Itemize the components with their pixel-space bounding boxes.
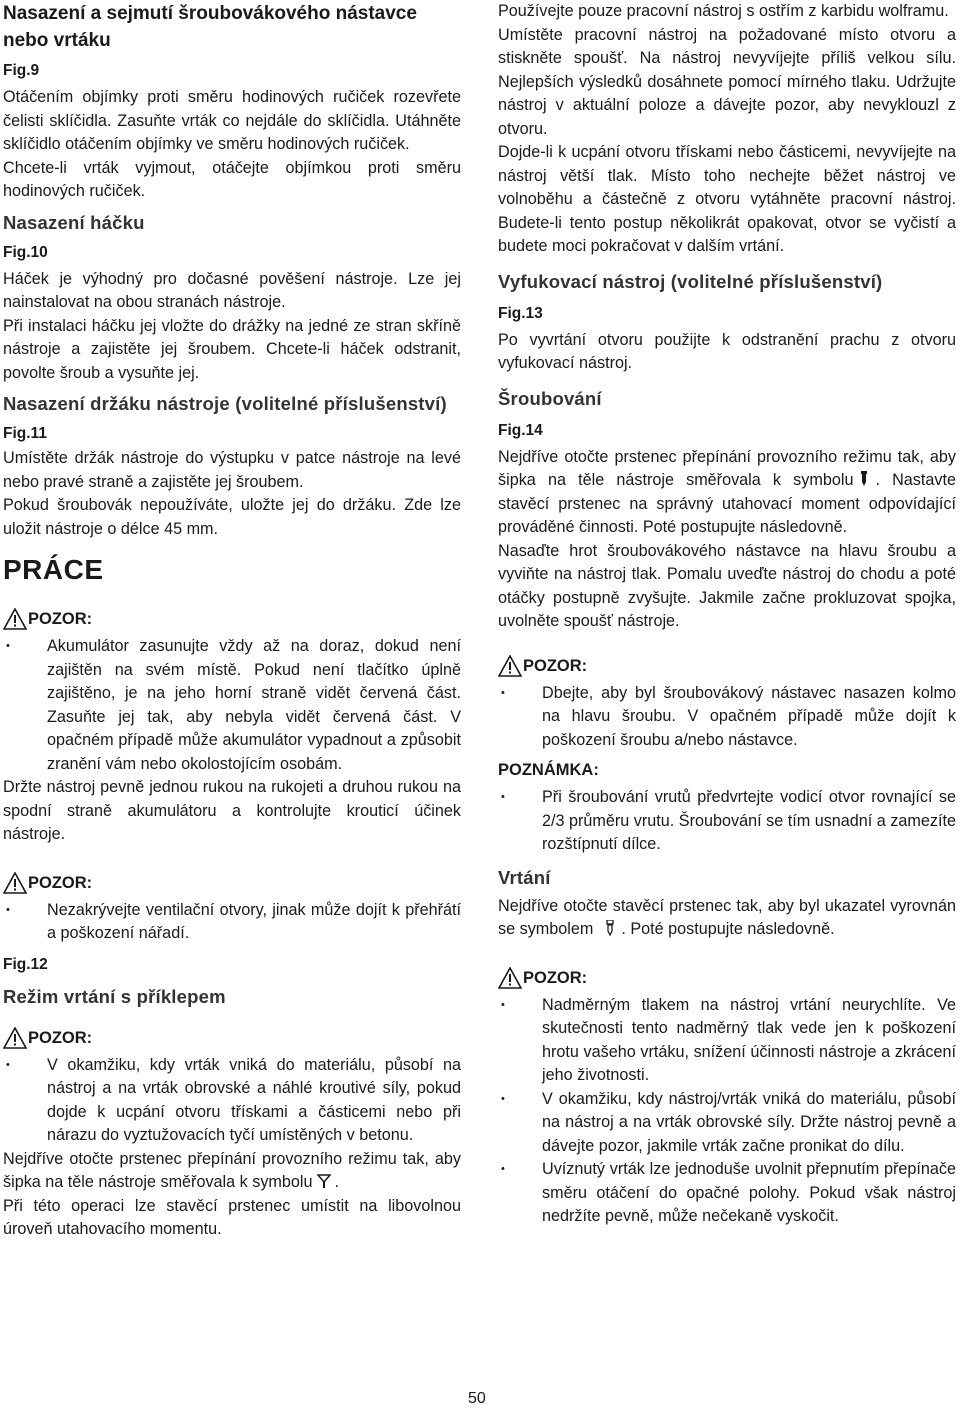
list-item: • Při šroubování vrutů předvrtejte vodicí otvor rovnající se 2/3 průměru vrutu. Šroubování se tím usnadní a zamezíte rozštípnutí dílce. [498, 786, 956, 857]
list-item: • V okamžiku, kdy nástroj/vrták vniká do materiálu, působí na nástroj a na vrták obrovské síly. Držte nástroj pevně a dávejte pozor, jakmile vrták začne pronikat do dílu. [498, 1088, 956, 1159]
warning-triangle-icon [498, 655, 522, 677]
caution-list-4 [498, 682, 956, 753]
warning-triangle-icon [498, 967, 522, 989]
warning-triangle-icon [3, 608, 27, 630]
right-column [498, 0, 956, 1229]
paragraph-drilling: Nejdříve otočte stavěcí prstenec tak, aby byl ukazatel vyrovnán se symbolem . Poté postupujte následovně. [498, 896, 956, 938]
list-item: • Nadměrným tlakem na nástroj vrtání neurychlíte. Ve skutečnosti tento nadměrný tlak vede jen k poškození hrotu vašeho vrtáku, snížení účinnosti nástroje a zkrácení jeho životnosti. [498, 994, 956, 1088]
screw-symbol-icon [857, 471, 871, 487]
page-number: 50 [468, 1390, 486, 1407]
fig-label-9: Fig.9 [3, 62, 40, 79]
warning-triangle-icon [3, 872, 27, 894]
paragraph-fig14-2: Nasaďte hrot šroubovákového nástavce na hlavu šroubu a vyviňte na nástroj tlak. Pomalu uveďte nástroj do chodu a poté otáčky postupně zvyšujte. Jakmile začne prokluzovat spojka, uvolněte spoušť nástroje. [498, 541, 956, 630]
paragraph-fig10-2: Při instalaci háčku jej vložte do drážky na jedné ze stran skříně nástroje a zajistěte jej šroubem. Chcete-li háček odstranit, povolte šroub a vysuňte jej. [3, 316, 461, 382]
drill-symbol-icon [603, 920, 617, 936]
paragraph-carbide-bit: Používejte pouze pracovní nástroj s ostřím z karbidu wolframu. [498, 2, 949, 20]
list-item: • Dbejte, aby byl šroubovákový nástavec nasazen kolmo na hlavu šroubu. V opačném případě může dojít k poškození šroubu a/nebo nástavce. [498, 682, 956, 753]
caution-label-3: POZOR: [3, 1026, 461, 1050]
heading-drilling: Vrtání [498, 866, 551, 888]
paragraph-clogged-hole: Dojde-li k ucpání otvoru třískami nebo částicemi, nevyvíjejte na nástroj větší tlak. Místo toho nechejte běžet nástroj ve volnoběhu a částečně z otvoru vytáhněte pracovní nástroj. Budete-li tento postup několikrát opakovat, otvor se vyčistí a budete moci pokračovat v dalším vrtání. [498, 143, 956, 255]
fig-label-13: Fig.13 [498, 304, 543, 322]
caution-label-5: POZOR: [498, 966, 956, 990]
heading-blow-out-bulb: Vyfukovací nástroj (volitelné příslušenství) [498, 270, 883, 292]
note-label: POZNÁMKA: [498, 761, 599, 779]
caution-list-3 [3, 1054, 461, 1148]
warning-triangle-icon [3, 1027, 27, 1049]
caution-label-4: POZOR: [498, 654, 956, 678]
heading-hook: Nasazení háčku [3, 211, 145, 233]
paragraph-fig11-2: Pokud šroubovák nepoužíváte, uložte jej do držáku. Zde lze uložit nástroje o délce 45 mm. [3, 496, 461, 538]
paragraph-position-bit: Umístěte pracovní nástroj na požadované místo otvoru a stiskněte spoušť. Na nástroj nevyvíjejte příliš velkou sílu. Nejlepších výsledků dosáhnete pomocí mírného tlaku. Udržujte nástroj v aktuální poloze a dávejte pozor, aby nevyklouzl z otvoru. [498, 25, 956, 138]
paragraph-fig11-1: Umístěte držák nástroje do výstupku v patce nástroje na levé nebo pravé straně a zajistěte jej šroubem. [3, 449, 461, 491]
paragraph-hammer-mode: Nejdříve otočte prstenec přepínání provozního režimu tak, aby šipka na těle nástroje směřovala k symbolu . [3, 1149, 461, 1191]
heading-tool-holder: Nasazení držáku nástroje (volitelné příslušenství) [3, 393, 447, 414]
heading-screwdriving: Šroubování [498, 387, 602, 409]
heading-bit-installation: Nasazení a sejmutí šroubovákového nástavce nebo vrtáku [3, 3, 417, 51]
paragraph-hammer-torque: Při této operaci lze stavěcí prstenec umístit na libovolnou úroveň utahovacího momentu. [3, 1196, 461, 1238]
heading-hammer-drilling: Režim vrtání s příklepem [3, 985, 226, 1007]
left-column [3, 0, 461, 1242]
list-item: • V okamžiku, kdy vrták vniká do materiálu, působí na nástroj a na vrták obrovské a náhlé kroutivé síly, pokud dojde k ucpání otvoru třískami a částicemi nebo při nárazu do vyztužovacích tyčí umístěných v betonu. [3, 1054, 461, 1148]
fig-label-10: Fig.10 [3, 243, 48, 261]
paragraph-fig14-1: Nejdříve otočte prstenec přepínání provozního režimu tak, aby šipka na těle nástroje směřovala k symbolu . Nastavte stavěcí prstenec na správný utahovací moment odpovídající prováděné činnosti. Poté postupujte následovně. [498, 447, 956, 536]
paragraph-fig9-2: Chcete-li vrták vyjmout, otáčejte objímkou proti směru hodinových ručiček. [3, 158, 461, 200]
list-item: • Nezakrývejte ventilační otvory, jinak může dojít k přehřátí a poškození nářadí. [3, 899, 461, 946]
fig-label-12: Fig.12 [3, 955, 48, 973]
fig-label-14: Fig.14 [498, 421, 543, 439]
paragraph-fig10-1: Háček je výhodný pro dočasné pověšení nástroje. Lze jej nainstalovat na obou stranách nástroje. [3, 269, 461, 311]
caution-list-1 [3, 635, 461, 776]
fig-label-11: Fig.11 [3, 425, 47, 442]
list-item: • Akumulátor zasunujte vždy až na doraz, dokud není zajištěn na svém místě. Pokud není tlačítko úplně zajištěno, je na jeho horní straně vidět červená část. Zasuňte jej tak, aby nebyla vidět červená část. V opačném případě může akumulátor vypadnout a způsobit zranění vám nebo okolostojícím osobám. [3, 635, 461, 776]
caution-label-1: POZOR: [3, 607, 461, 631]
hammer-drill-symbol-icon [317, 1173, 331, 1189]
caution-list-5 [498, 994, 956, 1229]
note-list [498, 786, 956, 857]
paragraph-fig9-1: Otáčením objímky proti směru hodinových ručiček rozevřete čelisti sklíčidla. Zasuňte vrták co nejdále do sklíčidla. Utáhněte sklíčidlo otáčením objímky ve směru hodinových ručiček. [3, 88, 461, 153]
heading-prace: PRÁCE [3, 554, 104, 585]
paragraph-fig13: Po vyvrtání otvoru použijte k odstranění prachu z otvoru vyfukovací nástroj. [498, 330, 956, 372]
caution-label-2: POZOR: [3, 871, 461, 895]
list-item: • Uvíznutý vrták lze jednoduše uvolnit přepnutím přepínače směru otáčení do opačné polohy. Pokud však nástroj nedržíte pevně, může nečekaně vyskočit. [498, 1158, 956, 1229]
caution-list-2 [3, 899, 461, 946]
paragraph-hold-tool: Držte nástroj pevně jednou rukou na rukojeti a druhou rukou na spodní straně akumulátoru a kontrolujte krouticí účinek nástroje. [3, 778, 461, 843]
